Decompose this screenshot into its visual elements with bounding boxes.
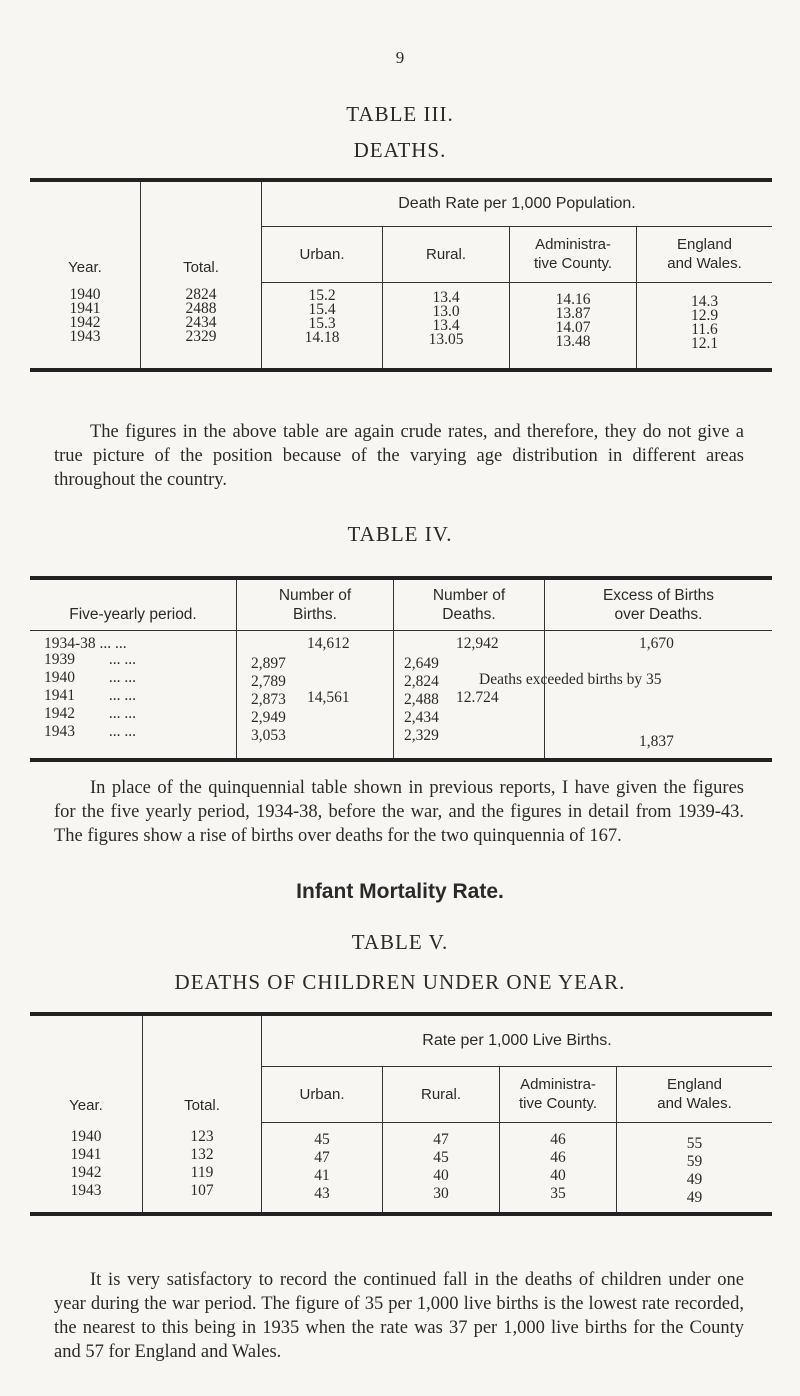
- table5-urban: 45 47 41 43: [262, 1122, 383, 1214]
- table4-title: TABLE IV.: [347, 522, 453, 546]
- table4-deaths-total-1: 12,942: [456, 634, 499, 652]
- table5-col-rural: Rural.: [383, 1066, 500, 1122]
- table3-urban: 15.2 15.4 15.3 14.18: [262, 282, 383, 370]
- table3-col-admin: Administra- tive County.: [510, 226, 637, 282]
- table5-subtitle: DEATHS OF CHILDREN UNDER ONE YEAR.: [174, 970, 626, 994]
- table4-excess-1: 1,670: [639, 634, 674, 652]
- table3-col-rural: Rural.: [383, 226, 510, 282]
- table3-col-total: Total.: [141, 180, 262, 282]
- table3-col-england: England and Wales.: [637, 226, 773, 282]
- table5-infant-deaths: [30, 1012, 772, 1216]
- table4-excess-2: 1,837: [639, 732, 674, 750]
- table5-col-total: Total.: [143, 1014, 262, 1122]
- table4-excess-note: Deaths exceeded births by 35: [479, 670, 662, 688]
- table3-col-urban: Urban.: [262, 226, 383, 282]
- table4-births: 14,612 2,897 2,789 2,873 2,949 3,053 14,561: [237, 630, 394, 760]
- table5-admin: 46 46 40 35: [500, 1122, 617, 1214]
- table4-excess: [479, 630, 773, 760]
- table5-england: 55 59 49 49: [617, 1122, 773, 1214]
- table3-rural: 13.4 13.0 13.4 13.05: [383, 282, 510, 370]
- table3-col-year: Year.: [68, 259, 102, 276]
- table4-births-total-2: 14,561: [307, 688, 350, 706]
- paragraph-infant-fall: It is very satisfactory to record the continued fall in the deaths of children under one year during the war period. The figure of 35 per 1,000 live births is the lowest rate recorded, the nearest to this being in 1935 when the rate was 37 per 1,000 live births for the County and 57 for England and Wales.: [54, 1270, 744, 1362]
- table3-subtitle: DEATHS.: [353, 138, 447, 162]
- table4-col-births: Number of Births.: [237, 578, 394, 630]
- table5-years: 1940 1941 1942 1943: [70, 1128, 102, 1199]
- table5-title: TABLE V.: [351, 930, 449, 954]
- table5-rural: 47 45 40 30: [383, 1122, 500, 1214]
- table3-admin: 14.16 13.87 14.07 13.48: [510, 282, 637, 370]
- table3-deaths: [30, 178, 772, 372]
- table4-col-deaths: Number of Deaths.: [394, 578, 545, 630]
- table5-group-header: Rate per 1,000 Live Births.: [262, 1014, 773, 1066]
- table4-births-deaths: [30, 576, 772, 762]
- table5-col-admin: Administra- tive County.: [500, 1066, 617, 1122]
- page-number: 9: [395, 48, 405, 67]
- table4-col-period: Five-yearly period.: [69, 605, 197, 623]
- table3-title: TABLE III.: [346, 102, 454, 126]
- table4-period-1: 1934-38 ... ...: [44, 634, 127, 652]
- table4-deaths-total-2: 12.724: [456, 688, 499, 706]
- table4-deaths: 12,942 2,649 2,824 2,488 2,434 2,329 12.724: [394, 630, 545, 760]
- table4-col-excess: Excess of Births over Deaths.: [545, 578, 773, 630]
- table3-england: 14.3 12.9 11.6 12.1: [637, 282, 773, 370]
- table4-births-total-1: 14,612: [307, 634, 350, 652]
- table3-years: 1940 1941 1942 1943: [69, 286, 101, 345]
- table5-col-urban: Urban.: [262, 1066, 383, 1122]
- infant-mortality-heading: Infant Mortality Rate.: [296, 880, 504, 903]
- table5-col-year: Year.: [69, 1097, 103, 1114]
- table3-group-header: Death Rate per 1,000 Population.: [262, 180, 773, 226]
- table5-totals: 123 132 119 107: [143, 1122, 262, 1214]
- table5-col-england: England and Wales.: [617, 1066, 773, 1122]
- paragraph-quinquennial: In place of the quinquennial table shown in previous reports, I have given the figures for the five yearly period, 1934-38, before the war, and the figures in detail from 1939-43. The figures show a rise of births over deaths for the two quinquennia of 167.: [54, 778, 744, 846]
- paragraph-crude-rates: The figures in the above table are again crude rates, and therefore, they do not give a true picture of the position because of the varying age distribution in different areas throughout the country.: [54, 422, 744, 490]
- table3-totals: 2824 2488 2434 2329: [141, 282, 262, 370]
- table4-periods: 1934-38 ... ... 1939 ... ... 1940 ... ... 1941 ... ... 1942 ... ... 1943 ... ...: [30, 630, 237, 760]
